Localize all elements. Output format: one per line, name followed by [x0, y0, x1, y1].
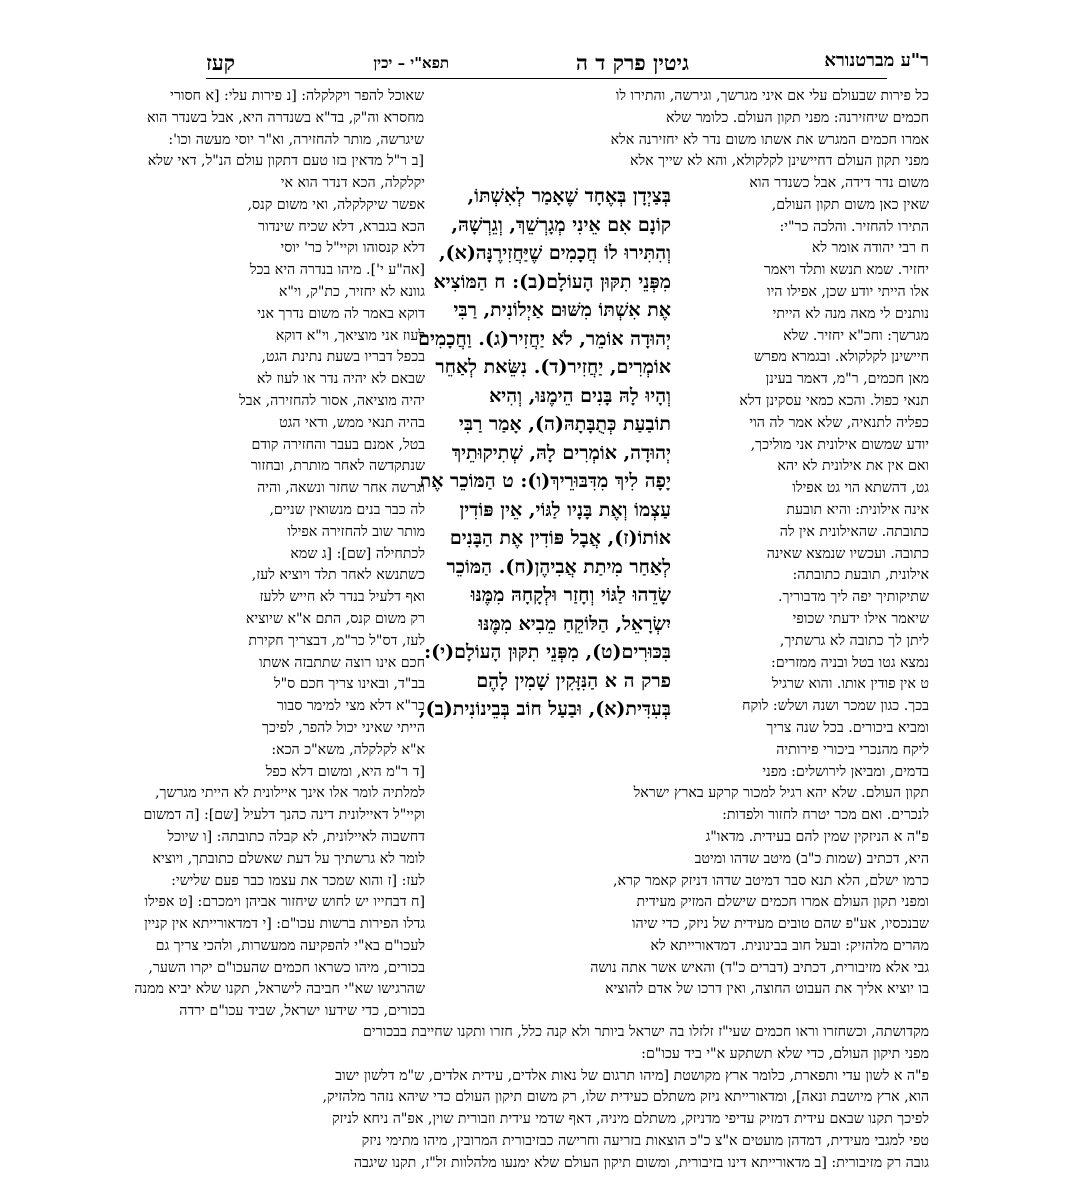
text-line: שאין כאן משום תקון העולם, — [771, 196, 929, 213]
text-line: שבנכסיו, אע"פ שהם טובים מעידית של ניזק, כדי שיהו — [631, 916, 929, 933]
header-rule — [206, 78, 887, 79]
text-line: וְהִתִּירוּ לוֹ חֲכָמִים שֶׁיַּחֲזִירֶנָּה(א), — [439, 242, 671, 264]
text-line: שָׂדֵהוּ לַגּוֹי וְחָזַר וּלְקָחָהּ מִמֶּנּוּ — [470, 584, 671, 606]
main-text-column — [418, 182, 671, 724]
text-line: שיגרשה, מותר להחזירה, וא"ר יוסי מעשה וכו': — [168, 131, 424, 148]
text-line: לפיכך תקנו שבאם עידית דמזיק עדיפי מדניזק, משתלם מיניה, דאף שדמי עידית וזבורית שוין, אפ"ה ניחא לניזק — [331, 1111, 929, 1128]
text-line: [ח דבחייו יש לחוש שיחזור אביהן וימכרם: [ט אפילו — [144, 894, 425, 911]
text-line: וקיי"ל דאיילונית דינה כהנך דלעיל [שם]: [ה דמשום — [143, 807, 425, 824]
text-line: בְּעִדִּית(א), וּבַעַל חוֹב בְּבֵינוֹנִית(ב), — [418, 698, 671, 720]
text-line: יְהוּדָה אוֹמֵר, לֹא יַחֲזִיר(ג). וַחֲכָמִים — [418, 327, 671, 350]
commentary-right-column — [590, 173, 929, 1001]
text-line: בדמים, ומביאן לירושלים: מפני — [762, 763, 929, 780]
text-line: רק משום קנס, התם א"א שיוציא — [245, 610, 425, 627]
text-line: אוֹתוֹ(ז), אֲבָל פּוֹדִין אֶת הַבָּנִים — [449, 527, 671, 549]
text-line: ליקח מהנכרי ביכורי פירותיה — [776, 741, 929, 758]
text-line: חיישינן לקלקולא. ובגמרא מפרש — [753, 349, 929, 366]
text-line: מאן חכמים, ר"מ, דאמר בעינן — [765, 371, 929, 388]
text-line: בִּכּוּרִים(ט), מִפְּנֵי תִקּוּן הָעוֹלָם(י): — [424, 641, 671, 663]
text-line: יָפָה לִיךְ מִדִּבּוּרֵיךְ(ו): ט הַמּוֹכֵר אֶת — [419, 470, 671, 492]
text-line: הוא, ארץ מיושבת ונאה], ומדאורייתא ניזק משתלם כעידית שלו, רק משום תיקון העולם כדי שיהא נזהר מלהזיק, — [322, 1089, 929, 1106]
text-line: מִפְּנֵי תִקּוּן הָעוֹלָם(ב): ח הַמּוֹצִיא — [433, 270, 671, 293]
text-line: מותר שוב להחזירה אפילו — [287, 523, 425, 540]
text-line: ומפני תקון העולם אמרו חכמים שישלם המזיק מעידית — [636, 894, 929, 911]
text-line: טפי למגבי מעידית, דמדהן מועטים א"צ כ"כ הוצאות בזריעה וחרישה כבזיבורית המרובין, מיהו מתימי ניזק — [361, 1132, 929, 1149]
text-line: דלא קנסוהו וקיי"ל כר' יוסי — [280, 240, 425, 257]
text-line: מגרשך: וחכ"א יחזיר. שלא — [783, 327, 929, 344]
text-line: לה כבר בנים מנשואין שניים, — [269, 501, 425, 518]
text-line: לְאַחַר מִיתַת אֲבִיהֶן(ח). הַמּוֹכֵר — [446, 555, 671, 578]
text-line: א"א לקלקלה, משא"כ הכא: — [271, 741, 425, 758]
text-line: שתיקותיך יפה ליך מדבוריך. — [777, 589, 929, 606]
text-line: כתובה. ועכשיו שנמצא שאינה — [766, 545, 929, 562]
text-line: תקון העולם. שלא יהא רגיל למכור קרקע בארץ ישראל — [633, 785, 929, 802]
text-line: לכתחילה [שם]: [ג שמא — [290, 545, 425, 562]
text-line: מפני תקון העולם דחיישינן לקלקולא, והא לא שייך אלא — [629, 153, 929, 170]
text-line: יודע שמשום אילונית אני מוליכך, — [750, 436, 929, 453]
text-line: פ"ה א הניזקין שמין להם בעידית. מדאו"ג — [705, 828, 929, 845]
text-line: בהיה תנאי ממש, ודאי הגט — [279, 414, 425, 431]
text-line: [ב ר"ל מדאין בזו טעם דתקון עולם הנ"ל, דאי שלא — [147, 153, 424, 170]
text-line: נמצא גטו בטל ובניה ממזרים: — [771, 654, 929, 671]
text-line: וגרשה אחר שחזר ונשאה, והיה — [257, 480, 425, 497]
header-secondary-title: תפא"י – יכין — [373, 54, 449, 72]
text-line: אילונית, תובעת כתובתה: — [792, 567, 929, 584]
text-line: ומביא ביכורים. בכל שנה צריך — [766, 719, 929, 736]
text-line: אֶת אִשְׁתּוֹ מִשּׁוּם אַיְלוֹנִית, רַבִּי — [453, 299, 671, 321]
text-line: לנכרים. ואם מכר יטרח לחזור ולפדות: — [722, 807, 929, 824]
commentary-left-column — [134, 173, 425, 1023]
text-line: התירו להחזיר. והלכה כר"י: — [779, 218, 929, 235]
text-line: גובה רק מזיבורית: [ב מדאורייתא דינו בזיבורית, ומשום תיקון העולם שלא ימנעו מלהלוות זל"ז, תקנו שיגבה — [353, 1154, 929, 1171]
page-number: קעז — [206, 50, 235, 75]
text-line: שנתקדשה לאחר מותרת, ובחזור — [250, 458, 425, 475]
text-line: לעכו"ם בא"י להפקיעה ממעשרות, ולהכי צריך גם — [155, 937, 425, 954]
text-line: משום נדר דידה, אבל כשנדר הוא — [749, 175, 929, 191]
text-line: וְהָיוּ לָהּ בָּנִים הֵימֶנּוּ, וְהִיא — [489, 384, 671, 407]
text-line: שהרגישו שא"י חביבה לישראל, תקנו שלא יביא ממנה — [134, 981, 425, 998]
text-line: מקדושתה, וכשחזרו וראו חכמים שעי"ז זלזלו בה ישראל ביותר ולא קנה כלל, חזרו ותקנו שחייבת בבכורים — [363, 1024, 929, 1040]
text-line: פרק ה א הַנִּזָּקִין שָׁמִין לָהֶם — [476, 669, 671, 692]
text-line: בטל, אמנם בעבר והחזירה קודם — [251, 436, 425, 453]
text-line: בכפל דבריו בשעת נתינת הגט, — [261, 349, 425, 366]
text-line: בְּצַיְדָן בְּאֶחָד שֶׁאָמַר לְאִשְׁתּוֹ, — [467, 185, 671, 207]
text-line: מהרים מלהזיק: ובעל חוב בבינונית. דמדאורייתא לא — [650, 937, 929, 954]
text-line: כר"א דלא מצי למימר סבור — [276, 698, 425, 715]
text-line: לומר לא גרשתיך על דעת שאשלם כתובתך, ויוציא — [152, 850, 425, 867]
text-line: גוונא לא יחזיר, כת"ק, וי"א — [278, 283, 425, 300]
text-line: ליתן לך כתובה לא גרשתיך, — [779, 632, 929, 649]
text-line: אינה אילונית: והיא תובעת — [786, 501, 929, 518]
text-line: יקלקלה, הכא דנדר הוא אי — [280, 175, 425, 191]
text-line: ט אין פודין אותו. והוא שרגיל — [771, 676, 929, 693]
text-line: ח רבי יהודה אומר לא — [811, 240, 929, 257]
text-line: מחסרא וה"ק, בד"א בשנדרה היא, אבל בשנדר הוא — [147, 109, 424, 126]
text-line: שאוכל להפר ויקלקלה: [נ פירות עלי: [א חסורי — [170, 88, 424, 104]
text-line: תנאי כפול. והכא כמאי עסקינן דלא — [739, 392, 929, 409]
text-line: בב"ד, ובאינו צריך חכם ס"ל — [273, 676, 425, 693]
text-line: ואף דלעיל בנדר לא חייש ללעז — [259, 589, 425, 606]
text-line: יחזיר. שמא תנשא ותלד ויאמר — [763, 262, 929, 279]
text-line: גבי אלא מזיבורית, דכתיב (דברים כ"ד) והאיש אשר אתה נושה — [590, 959, 929, 976]
text-line: פ"ה א לשון עדי ותפארת, כלומר ארץ מקושטת [מיהו תרגום של נאות אלדים, עידית אלדים, ש"מ דלשון ישוב — [335, 1067, 929, 1084]
text-line: לעז, דס"ל כר"מ, דבצריך חקירת — [248, 632, 425, 649]
text-line: לעוז אני מוציאך, וי"א דוקא — [275, 327, 425, 344]
text-line: נותנים לי מאה מנה לא הייתי — [772, 305, 929, 322]
text-line: תוֹבַעַת כְּתֻבָּתָהּ(ה), אָמַר רַבִּי — [458, 413, 671, 435]
text-line: כפליה לתנאיה, שלא אמר לה הוי — [749, 414, 929, 431]
text-line: בו יוציא אליך את העבוט החוצה, ואין דרכו של אדם להוציא — [605, 981, 929, 998]
header-commentary-title: ר"ע מברטנורא — [824, 50, 929, 71]
text-line: שבאם לא יהיה נדר או לעוז לא — [256, 371, 425, 388]
commentary-left-top — [147, 86, 424, 173]
text-line: כשתנשא לאחר תלד ויוציא לעז, — [251, 567, 425, 584]
text-line: הייתי שאיני יכול להפר, לפיכך — [262, 719, 425, 736]
text-line: ואם אין את אילונית לא יהא — [777, 458, 929, 475]
text-line: [ד ר"מ היא, ומשום דלא כפל — [265, 763, 425, 780]
text-line: חכם אינו רוצה שתתבזה אשתו — [258, 654, 425, 671]
text-line: אמרו חכמים המגרש את אשתו משום נדר לא יחזירנה אלא — [610, 131, 929, 148]
text-line: שיאמר אילו ידעתי שכופי — [792, 610, 929, 627]
text-line: כל פירות שבעולם עלי אם איני מגרשך, וגירשה, והתירו לו — [615, 88, 929, 104]
text-line: עַצְמוֹ וְאֶת בָּנָיו לַגּוֹי, אֵין פּוֹדִין — [459, 498, 671, 521]
text-line: קוֹנָם אִם אֵינִי מְגָרְשֵׁךְ, וְגֵרְשָׁהּ, — [451, 213, 671, 236]
text-line: גט, דהשתא הוי גט אפילו — [792, 480, 929, 497]
text-line: [אה"ע י']. מיהו בנדרה היא בכל — [249, 262, 425, 279]
text-line: בכורים, מיהו כשראו חכמים שהעכו"ם יקרו השער, — [148, 959, 425, 976]
text-line: לעז: [ז והוא שמכר את עצמו כבר פעם שלישי: — [171, 872, 425, 889]
text-line: אלו הייתי יודע שכן, אפילו היו — [766, 283, 929, 300]
text-line: מפני תיקון העולם, כדי שלא תשתקע א"י ביד עכו"ם: — [641, 1045, 929, 1062]
text-line: אוֹמְרִים, יַחֲזִיר(ד). נִשֵּׂאת לְאַחֵר — [435, 356, 671, 378]
text-line: יְהוּדָה, אוֹמְרִים לָהּ, שְׁתִיקוּתֵיךְ — [451, 441, 671, 464]
text-line: בכך. כגון שמכר ושנה ושלש: לוקח — [742, 698, 929, 715]
text-line: דוקא באמר לה משום נדרך אני — [257, 305, 425, 322]
text-line: גדלו הפירות ברשות עכו"ם: [י דמדאורייתא אין קניין — [144, 916, 425, 933]
text-line: הכא בגברא, דלא שכיח שינדור — [258, 218, 425, 235]
text-line: למלתיה לומר אלו אינך איילונית לא הייתי מגרשך, — [155, 785, 425, 802]
text-line: דחשבוה לאיילונית, לא קבלה כתובתה: [ו שיוכל — [167, 828, 425, 845]
commentary-bottom — [248, 1022, 929, 1175]
text-line: יהיה מוציאה, אסור להחזירה, אבל — [239, 392, 425, 409]
text-line: כתובתה. שהאילונית אין לה — [779, 523, 929, 540]
text-line: כרמו ישלם, הלא תנא סבר דמיטב שדהו דניזק קאמר קרא, — [612, 872, 929, 889]
text-line: חכמים שיחזירנה: מפני תקון העולם. כלומר שלא — [666, 109, 929, 126]
header-tractate-title: גיטין פרק ד ה — [575, 50, 689, 75]
text-line: אפשר שיקלקלה, ואי משום קנס, — [247, 196, 425, 213]
text-line: יִשְׂרָאֵל, הַלּוֹקֵחַ מֵבִיא מִמֶּנּוּ — [478, 612, 671, 635]
text-line: בכורים, כדי שידעו ישראל, שביד עכו"ם ירדה — [179, 1003, 425, 1020]
text-line: היא, דכתיב (שמות כ"ב) מיטב שדהו ומיטב — [694, 850, 929, 867]
